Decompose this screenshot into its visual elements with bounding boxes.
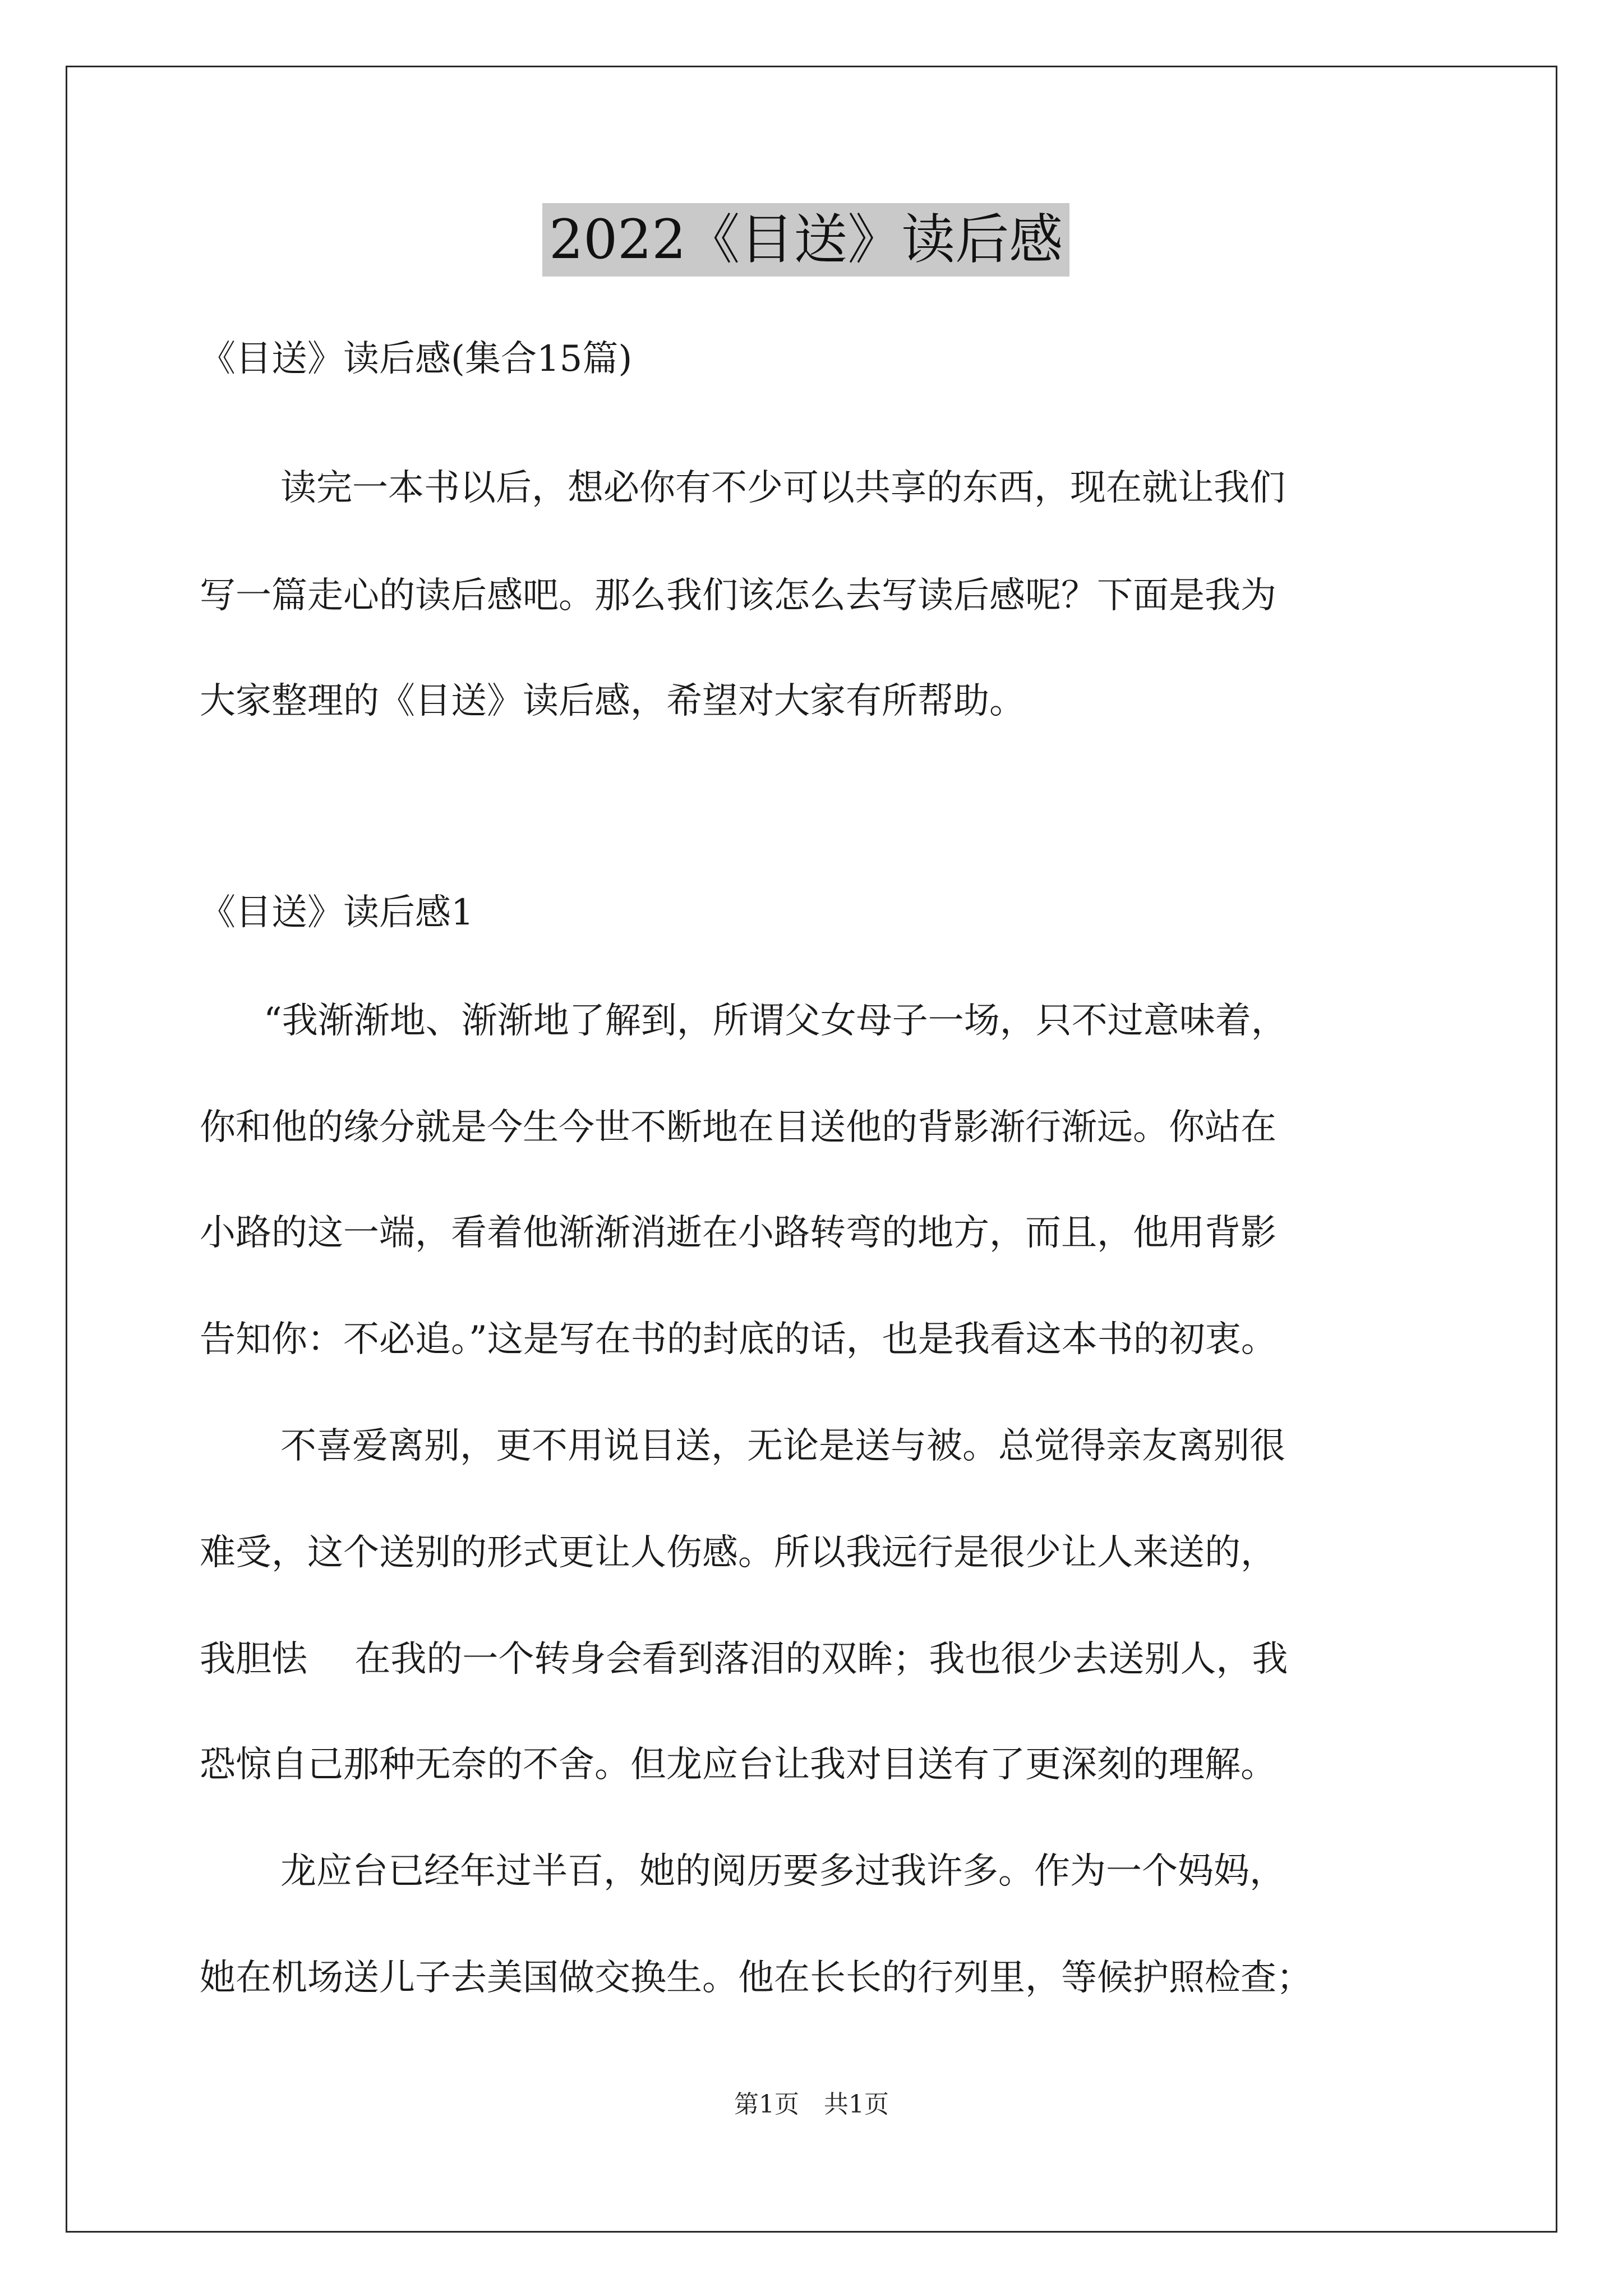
intro-line-3: 大家整理的《目送》读后感，希望对大家有所帮助。 xyxy=(200,680,1025,722)
page-footer: 第1页 共1页 xyxy=(734,2090,889,2119)
document-subtitle: 《目送》读后感(集合15篇) xyxy=(200,338,633,380)
para2-line-2: 难受，这个送别的形式更让人伤感。所以我远行是很少让人来送的， xyxy=(200,1532,1276,1573)
intro-line-1: 读完一本书以后，想必你有不少可以共享的东西，现在就让我们 xyxy=(280,467,1285,509)
para2-line-3: 我胆怯 在我的一个转身会看到落泪的双眸；我也很少去送别人，我 xyxy=(200,1639,1288,1680)
para1-line-3: 小路的这一端，看着他渐渐消逝在小路转弯的地方，而且，他用背影 xyxy=(200,1212,1276,1254)
para2-line-1: 不喜爱离别，更不用说目送，无论是送与被。总觉得亲友离别很 xyxy=(280,1425,1285,1467)
para3-line-1: 龙应台已经年过半百，她的阅历要多过我许多。作为一个妈妈， xyxy=(280,1851,1285,1892)
para1-line-4: 告知你：不必追。”这是写在书的封底的话，也是我看这本书的初衷。 xyxy=(200,1319,1277,1360)
document-title: 2022《目送》读后感 xyxy=(542,203,1069,277)
para3-line-2: 她在机场送儿子去美国做交换生。他在长长的行列里，等候护照检查； xyxy=(200,1957,1312,1999)
para1-line-2: 你和他的缘分就是今生今世不断地在目送他的背影渐行渐远。你站在 xyxy=(200,1107,1276,1148)
section-heading: 《目送》读后感1 xyxy=(200,892,474,933)
intro-line-2: 写一篇走心的读后感吧。那么我们该怎么去写读后感呢？下面是我为 xyxy=(200,575,1276,616)
para2-line-4: 恐惊自己那种无奈的不舍。但龙应台让我对目送有了更深刻的理解。 xyxy=(200,1744,1276,1786)
para1-line-1: “我渐渐地、渐渐地了解到，所谓父女母子一场，只不过意味着， xyxy=(264,1000,1287,1042)
